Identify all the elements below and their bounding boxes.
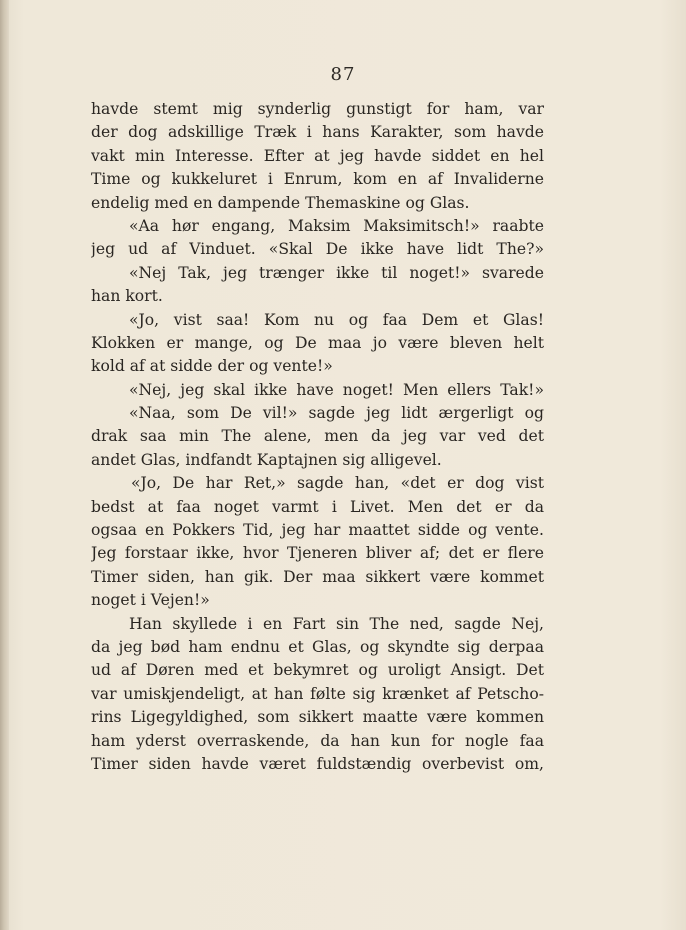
- text-line: drak saa min The alene, men da jeg var ved det: [91, 427, 544, 446]
- text-line: ham yderst overraskende, da han kun for nogle faa: [91, 731, 544, 750]
- text-line: noget i Vejen!»: [91, 591, 210, 610]
- text-line: Han skyllede i en Fart sin The ned, sagde Nej,: [129, 614, 544, 633]
- text-line: Timer siden havde været fuldstændig overbevist om,: [91, 754, 544, 773]
- text-line: kold af at sidde der og vente!»: [91, 357, 333, 376]
- text-line: Jeg forstaar ikke, hvor Tjeneren bliver af; det er flere: [91, 544, 544, 563]
- text-line: «Naa, som De vil!» sagde jeg lidt ærgerligt og: [129, 404, 544, 423]
- text-line: han kort.: [91, 287, 163, 306]
- text-line: vakt min Interesse. Efter at jeg havde siddet en hel: [91, 146, 544, 165]
- text-line: ud af Døren med et bekymret og uroligt Ansigt. Det: [91, 661, 544, 680]
- text-line: havde stemt mig synderlig gunstigt for ham, var: [91, 100, 544, 118]
- binding-edge: [0, 0, 9, 930]
- text-line: der dog adskillige Træk i hans Karakter, som havde: [91, 123, 544, 142]
- text-line: «Nej, jeg skal ikke have noget! Men ellers Tak!»: [129, 380, 544, 399]
- text-line: Timer siden, han gik. Der maa sikkert være kommet: [91, 567, 544, 586]
- text-line: endelig med en dampende Themaskine og Glas.: [91, 193, 470, 212]
- text-line: jeg ud af Vinduet. «Skal De ikke have lidt The?»: [91, 240, 544, 259]
- text-line: bedst at faa noget varmt i Livet. Men det er da: [91, 497, 544, 516]
- text-line: var umiskjendeligt, at han følte sig krænket af Petscho-: [91, 684, 544, 703]
- text-line: andet Glas, indfandt Kaptajnen sig alligevel.: [91, 450, 442, 469]
- text-line: ogsaa en Pokkers Tid, jeg har maattet sidde og vente.: [91, 521, 544, 540]
- text-line: «Jo, vist saa! Kom nu og faa Dem et Glas!: [129, 310, 544, 329]
- text-line: da jeg bød ham endnu et Glas, og skyndte sig derpaa: [91, 637, 544, 656]
- text-line: «Jo, De har Ret,» sagde han, «det er dog vist: [131, 474, 544, 493]
- text-line: «Nej Tak, jeg trænger ikke til noget!» svarede: [129, 263, 544, 282]
- text-line: Time og kukkeluret i Enrum, kom en af Invaliderne: [91, 170, 544, 189]
- text-line: «Aa hør engang, Maksim Maksimitsch!» raabte: [129, 216, 544, 235]
- text-line: rins Ligegyldighed, som sikkert maatte være kommen: [91, 708, 544, 727]
- body-text: [91, 98, 544, 776]
- text-line: Klokken er mange, og De maa jo være bleven helt: [91, 333, 544, 352]
- page-number: 87: [330, 64, 356, 85]
